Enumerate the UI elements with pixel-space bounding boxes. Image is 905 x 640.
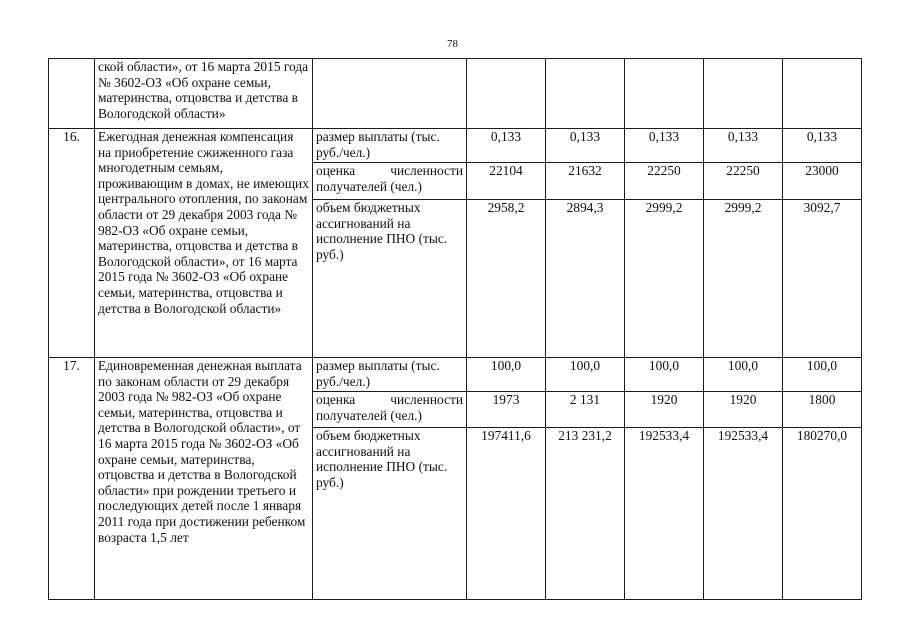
- value-cell: 100,0: [704, 358, 783, 392]
- measure-name-cell: Единовременная денежная выплата по законам области от 29 декабря 2003 года № 982-ОЗ «Об охране семьи, материнства, отцовства и детства в Вологодской области», от 16 марта 2015 года № 3602-ОЗ «Об охране семьи, материнства, отцовства и детства в Вологодской области» при рождении третьего и последующих детей после 1 января 2011 года при достижении ребенком возраста 1,5 лет: [95, 358, 313, 600]
- indicator-cell: размер выплаты (тыс. руб./чел.): [313, 358, 467, 392]
- value-cell: 21632: [546, 163, 625, 200]
- row-number-cell: [49, 59, 95, 129]
- value-cell: 0,133: [783, 129, 862, 163]
- value-cell: 22250: [704, 163, 783, 200]
- value-cell: 0,133: [546, 129, 625, 163]
- value-cell: [546, 59, 625, 129]
- value-cell: 192533,4: [625, 428, 704, 600]
- value-cell: 1920: [704, 392, 783, 428]
- value-cell: 2999,2: [704, 200, 783, 358]
- value-cell: 1973: [467, 392, 546, 428]
- value-cell: 2 131: [546, 392, 625, 428]
- page-number: 78: [447, 38, 458, 50]
- indicator-cell: [313, 163, 467, 200]
- table-row-continuation: [49, 59, 862, 129]
- measure-name-cell: ской области», от 16 марта 2015 года № 3602-ОЗ «Об охране семьи, материнства, отцовства и детства в Вологодской области»: [95, 59, 313, 129]
- table-row: [49, 358, 862, 392]
- value-cell: 197411,6: [467, 428, 546, 600]
- indicator-label-line1: оценка численности: [316, 163, 463, 178]
- value-cell: 1800: [783, 392, 862, 428]
- row-number-cell: 17.: [49, 358, 95, 600]
- measure-name-cell: Ежегодная денежная компенсация на приобретение сжиженного газа многодетным семьям, проживающим в домах, не имеющих центрального отопления, по законам области от 29 декабря 2003 года № 982-ОЗ «Об охране семьи, материнства, отцовства и детства в Вологодской области», от 16 марта 2015 года № 3602-ОЗ «Об охране семьи, материнства, отцовства и детства в Вологодской области»: [95, 129, 313, 358]
- row-number-cell: 16.: [49, 129, 95, 358]
- value-cell: 192533,4: [704, 428, 783, 600]
- indicator-label-line1: оценка численности: [316, 392, 463, 407]
- value-cell: 100,0: [467, 358, 546, 392]
- value-cell: 0,133: [625, 129, 704, 163]
- table-row: [49, 129, 862, 163]
- indicator-cell: объем бюджетных ассигнований на исполнение ПНО (тыс. руб.): [313, 200, 467, 358]
- value-cell: 2999,2: [625, 200, 704, 358]
- value-cell: [783, 59, 862, 129]
- value-cell: 180270,0: [783, 428, 862, 600]
- indicator-cell: размер выплаты (тыс. руб./чел.): [313, 129, 467, 163]
- value-cell: [625, 59, 704, 129]
- indicator-cell: [313, 392, 467, 428]
- value-cell: 23000: [783, 163, 862, 200]
- value-cell: 100,0: [546, 358, 625, 392]
- value-cell: 22250: [625, 163, 704, 200]
- indicator-label-line2: получателей (чел.): [316, 178, 422, 194]
- value-cell: 0,133: [467, 129, 546, 163]
- value-cell: 2894,3: [546, 200, 625, 358]
- measures-table: [48, 58, 862, 600]
- value-cell: 22104: [467, 163, 546, 200]
- value-cell: 1920: [625, 392, 704, 428]
- value-cell: 3092,7: [783, 200, 862, 358]
- value-cell: 100,0: [625, 358, 704, 392]
- value-cell: 0,133: [704, 129, 783, 163]
- value-cell: 100,0: [783, 358, 862, 392]
- value-cell: 213 231,2: [546, 428, 625, 600]
- indicator-label-line2: получателей (чел.): [316, 407, 422, 423]
- indicator-cell: [313, 59, 467, 129]
- value-cell: 2958,2: [467, 200, 546, 358]
- value-cell: [704, 59, 783, 129]
- value-cell: [467, 59, 546, 129]
- indicator-cell: объем бюджетных ассигнований на исполнение ПНО (тыс. руб.): [313, 428, 467, 600]
